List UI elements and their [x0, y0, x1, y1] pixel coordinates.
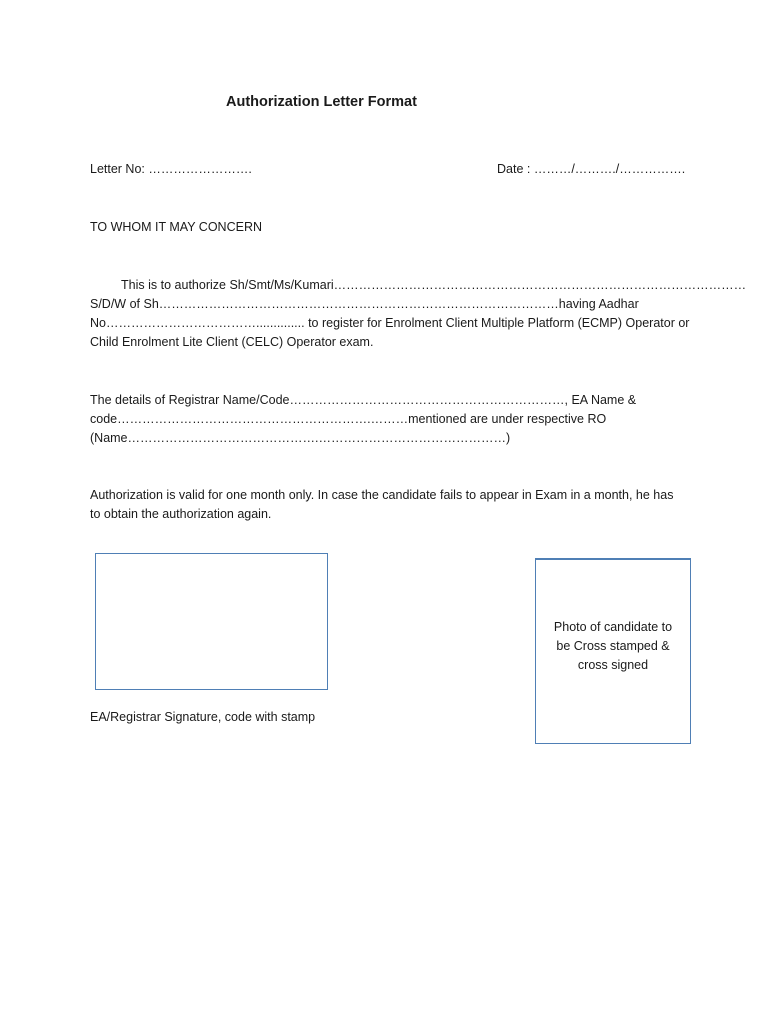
authorization-paragraph: [90, 276, 747, 352]
word: under: [491, 412, 524, 426]
registrar-line-2: [90, 410, 677, 429]
authorization-line-3: No……………………………….............. to register for Enrolment Client Multiple Platform (ECMP) Operator or: [90, 316, 690, 330]
ea-code-blank: code…………………………………………………….………mentioned: [90, 412, 467, 426]
word: The: [90, 393, 112, 407]
signature-stamp-box: [95, 553, 328, 690]
salutation: TO WHOM IT MAY CONCERN: [90, 220, 262, 234]
validity-line-2: to obtain the authorization again.: [90, 507, 272, 521]
word: is: [148, 278, 158, 292]
word: details: [115, 393, 152, 407]
word: respective: [526, 412, 584, 426]
word: authorize: [174, 278, 226, 292]
word: Name: [590, 393, 625, 407]
validity-paragraph: [90, 486, 677, 524]
photo-caption: [536, 618, 690, 675]
candidate-photo-box: [535, 558, 691, 744]
registrar-code-blank: Name/Code…………………………………………………………,: [222, 393, 568, 407]
word: This: [121, 278, 145, 292]
parent-name-blank: Sh……………………………………………………………………………………having: [143, 297, 596, 311]
authorization-line-1: [90, 276, 747, 295]
word: of: [129, 297, 141, 311]
word: are: [469, 412, 489, 426]
registrar-line-1: [90, 391, 677, 410]
word: Aadhar: [598, 297, 639, 311]
word: S/D/W: [90, 297, 127, 311]
signature-label: EA/Registrar Signature, code with stamp: [90, 710, 316, 724]
ro-name-blank: (Name……………………………………….………………………………………): [90, 431, 511, 445]
photo-caption-line: Photo of candidate to: [553, 620, 673, 634]
word: of: [154, 393, 166, 407]
word: RO: [587, 412, 607, 426]
word: to: [160, 278, 172, 292]
candidate-name-blank: Sh/Smt/Ms/Kumari………………………………………………………………………………………: [229, 278, 747, 292]
photo-caption-line: cross signed: [577, 658, 649, 672]
document-title: Authorization Letter Format: [226, 94, 417, 110]
letter-number-field: Letter No: …………………….: [90, 162, 252, 176]
photo-caption-line: be Cross stamped &: [556, 639, 670, 653]
authorization-line-4: Child Enrolment Lite Client (CELC) Operator exam.: [90, 335, 374, 349]
registrar-details-paragraph: [90, 391, 677, 448]
validity-line-1: Authorization is valid for one month only. In case the candidate fails to appear in Exam in a month, he has: [90, 488, 674, 502]
authorization-line-2: [90, 295, 677, 314]
date-field: Date : ………/………./…………….: [497, 162, 686, 176]
word: Registrar: [168, 393, 220, 407]
word: &: [627, 393, 637, 407]
word: EA: [571, 393, 588, 407]
